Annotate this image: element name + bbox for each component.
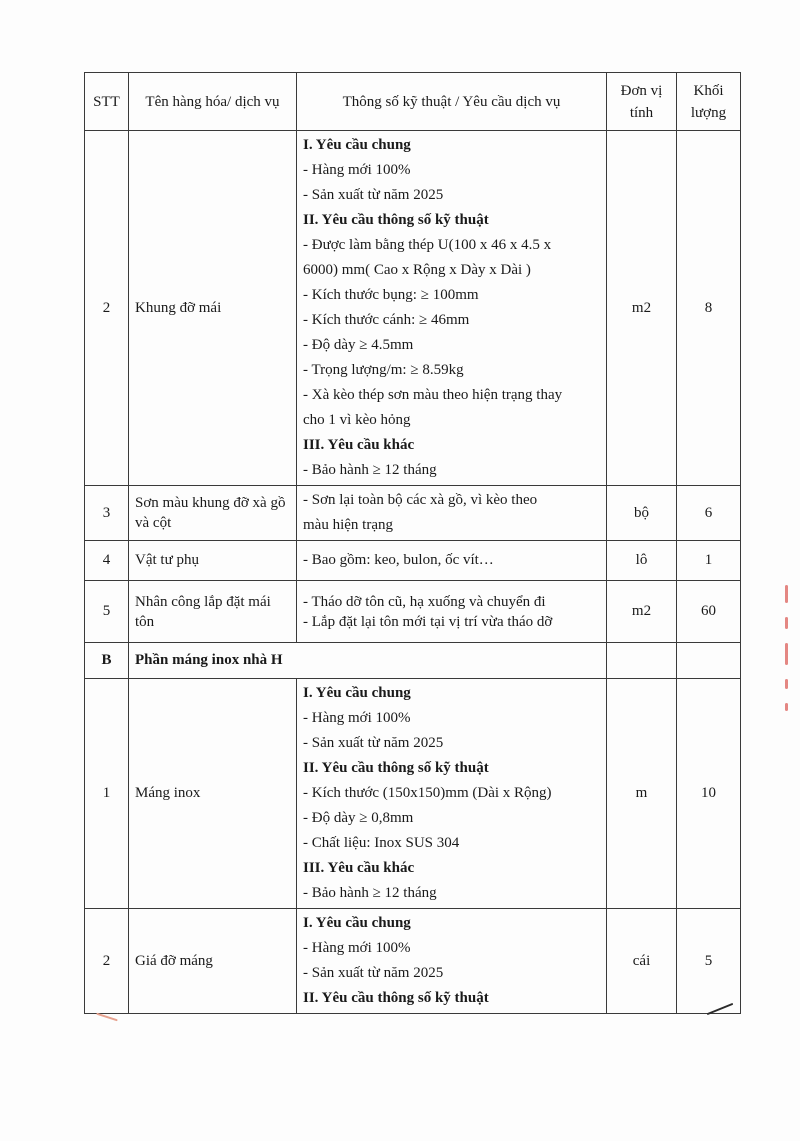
table-row (85, 581, 741, 643)
row-spec (297, 909, 607, 1014)
section-title: Phần máng inox nhà H (129, 643, 607, 679)
row-qty: 1 (677, 541, 741, 581)
spec-line: - Được làm bằng thép U(100 x 46 x 4.5 x (303, 237, 552, 253)
spec-line: - Độ dày ≥ 0,8mm (303, 810, 414, 826)
spec-line: 6000) mm( Cao x Rộng x Dày x Dài ) (303, 262, 531, 278)
row-qty: 8 (677, 131, 741, 486)
spec-heading: II. Yêu cầu thông số kỹ thuật (303, 212, 489, 228)
spec-line: - Kích thước bụng: ≥ 100mm (303, 287, 479, 303)
row-spec (297, 679, 607, 909)
table-row (85, 131, 741, 486)
section-row (85, 643, 741, 679)
spec-line: - Sản xuất từ năm 2025 (303, 187, 444, 203)
spec-line: màu hiện trạng (303, 517, 393, 533)
spec-line: - Kích thước (150x150)mm (Dài x Rộng) (303, 785, 552, 801)
spec-line: - Độ dày ≥ 4.5mm (303, 337, 414, 353)
header-name: Tên hàng hóa/ dịch vụ (129, 73, 297, 131)
spec-heading: III. Yêu cầu khác (303, 860, 415, 876)
spec-line: - Trọng lượng/m: ≥ 8.59kg (303, 362, 464, 378)
header-stt: STT (85, 73, 129, 131)
spec-line: - Tháo dỡ tôn cũ, hạ xuống và chuyển đi (303, 593, 546, 610)
row-name: Vật tư phụ (129, 541, 297, 581)
spec-line: - Kích thước cánh: ≥ 46mm (303, 312, 470, 328)
header-qty: Khối lượng (677, 73, 741, 131)
row-spec (297, 541, 607, 581)
row-qty: 6 (677, 486, 741, 541)
spec-line: - Xà kèo thép sơn màu theo hiện trạng thay (303, 387, 563, 403)
row-qty: 60 (677, 581, 741, 643)
spec-heading: I. Yêu cầu chung (303, 915, 411, 931)
row-unit: m2 (607, 581, 677, 643)
table-row (85, 909, 741, 1014)
row-stt: 3 (85, 486, 129, 541)
spec-line: - Lắp đặt lại tôn mới tại vị trí vừa tháo dỡ (303, 613, 553, 630)
spec-line: - Hàng mới 100% (303, 940, 411, 956)
spec-line: - Sơn lại toàn bộ các xà gồ, vì kèo theo (303, 492, 538, 508)
spec-line: - Sản xuất từ năm 2025 (303, 965, 444, 981)
header-unit: Đơn vị tính (607, 73, 677, 131)
row-unit: bộ (607, 486, 677, 541)
spec-line: - Bảo hành ≥ 12 tháng (303, 885, 437, 901)
spec-heading: III. Yêu cầu khác (303, 437, 415, 453)
row-name: Máng inox (129, 679, 297, 909)
row-name: Khung đỡ mái (129, 131, 297, 486)
row-qty: 5 (677, 909, 741, 1014)
row-stt: 5 (85, 581, 129, 643)
row-stt: 4 (85, 541, 129, 581)
table-row (85, 541, 741, 581)
spec-line: - Bảo hành ≥ 12 tháng (303, 462, 437, 478)
spec-heading: I. Yêu cầu chung (303, 685, 411, 701)
row-name: Nhân công lắp đặt mái tôn (129, 581, 297, 643)
spec-line: cho 1 vì kèo hỏng (303, 412, 411, 428)
spec-line: - Sản xuất từ năm 2025 (303, 735, 444, 751)
spec-line: - Chất liệu: Inox SUS 304 (303, 835, 460, 851)
row-qty: 10 (677, 679, 741, 909)
row-stt: 1 (85, 679, 129, 909)
table-row (85, 486, 741, 541)
row-unit: m (607, 679, 677, 909)
row-name: Sơn màu khung đỡ xà gồ và cột (129, 486, 297, 541)
row-unit: cái (607, 909, 677, 1014)
margin-scan-marks (778, 585, 794, 745)
row-stt: 2 (85, 131, 129, 486)
row-spec (297, 131, 607, 486)
spec-line: - Hàng mới 100% (303, 710, 411, 726)
spec-heading: II. Yêu cầu thông số kỹ thuật (303, 760, 489, 776)
row-unit: m2 (607, 131, 677, 486)
header-spec: Thông số kỹ thuật / Yêu cầu dịch vụ (297, 73, 607, 131)
row-stt: 2 (85, 909, 129, 1014)
spec-line: - Bao gồm: keo, bulon, ốc vít… (303, 552, 494, 568)
table-row (85, 679, 741, 909)
spec-heading: II. Yêu cầu thông số kỹ thuật (303, 990, 489, 1006)
row-spec (297, 486, 607, 541)
table-header-row (85, 73, 741, 131)
row-unit: lô (607, 541, 677, 581)
row-spec (297, 581, 607, 643)
spec-line: - Hàng mới 100% (303, 162, 411, 178)
spec-heading: I. Yêu cầu chung (303, 137, 411, 153)
section-stt: B (85, 643, 129, 679)
empty-cell (677, 643, 741, 679)
spec-table (84, 72, 741, 1014)
row-name: Giá đỡ máng (129, 909, 297, 1014)
empty-cell (607, 643, 677, 679)
